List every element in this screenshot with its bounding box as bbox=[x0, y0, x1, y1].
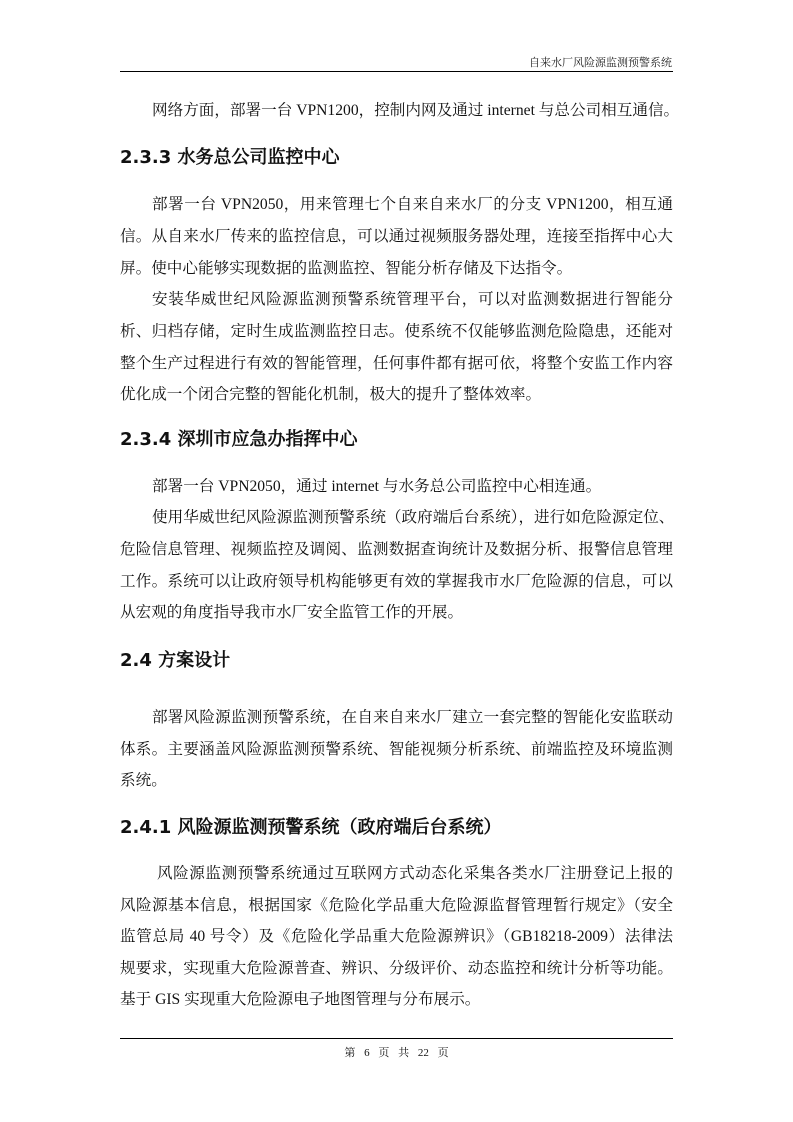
paragraph-line: 部署一台 VPN2050，通过 internet 与水务总公司监控中心相连通。 bbox=[152, 478, 602, 495]
paragraph-line: 优化成一个闭合完整的智能化机制，极大的提升了整体效率。 bbox=[120, 386, 542, 403]
header-title: 自来水厂风险源监测预警系统 bbox=[529, 57, 672, 69]
paragraph-line: 风险源监测预警系统通过互联网方式动态化采集各类水厂注册登记上报的 bbox=[157, 865, 673, 882]
paragraph-line: 规要求，实现重大危险源普查、辨识、分级评价、动态监控和统计分析等功能。 bbox=[120, 960, 673, 977]
paragraph-line: 基于 GIS 实现重大危险源电子地图管理与分布展示。 bbox=[120, 991, 481, 1008]
paragraph-line: 系统。 bbox=[120, 772, 167, 789]
section-heading-2-4: 2.4 方案设计 bbox=[120, 650, 231, 671]
paragraph-line: 危险信息管理、视频监控及调阅、监测数据查询统计及数据分析、报警信息管理 bbox=[120, 541, 673, 558]
paragraph-line: 安装华威世纪风险源监测预警系统管理平台，可以对监测数据进行智能分 bbox=[152, 291, 673, 308]
paragraph-line: 工作。系统可以让政府领导机构能够更有效的掌握我市水厂危险源的信息，可以 bbox=[120, 573, 673, 590]
paragraph-line: 部署风险源监测预警系统，在自来自来水厂建立一套完整的智能化安监联动 bbox=[152, 709, 673, 726]
section-heading-2-3-4: 2.3.4 深圳市应急办指挥中心 bbox=[120, 429, 358, 450]
paragraph-line: 体系。主要涵盖风险源监测预警系统、智能视频分析系统、前端监控及环境监测 bbox=[120, 741, 673, 758]
paragraph-line: 屏。使中心能够实现数据的监测监控、智能分析存储及下达指令。 bbox=[120, 260, 573, 277]
paragraph-line: 部署一台 VPN2050，用来管理七个自来自来水厂的分支 VPN1200，相互通 bbox=[152, 196, 673, 213]
paragraph-line: 析、归档存储，定时生成监测监控日志。使系统不仅能够监测危险隐患，还能对 bbox=[120, 323, 673, 340]
paragraph-line: 监管总局 40 号令）及《危险化学品重大危险源辨识》（GB18218-2009）法律法 bbox=[120, 928, 673, 945]
footer-rule bbox=[120, 1038, 673, 1039]
paragraph-line: 网络方面，部署一台 VPN1200，控制内网及通过 internet 与总公司相互通信。 bbox=[152, 102, 680, 119]
header-rule bbox=[120, 71, 673, 72]
section-heading-2-3-3: 2.3.3 水务总公司监控中心 bbox=[120, 147, 340, 168]
section-heading-2-4-1: 2.4.1 风险源监测预警系统（政府端后台系统） bbox=[120, 817, 502, 838]
paragraph-line: 从宏观的角度指导我市水厂安全监管工作的开展。 bbox=[120, 604, 464, 621]
page-number: 第 6 页 共 22 页 bbox=[344, 1047, 449, 1059]
paragraph-line: 整个生产过程进行有效的智能管理，任何事件都有据可依，将整个安监工作内容 bbox=[120, 355, 673, 372]
paragraph-line: 信。从自来水厂传来的监控信息，可以通过视频服务器处理，连接至指挥中心大 bbox=[120, 228, 673, 245]
paragraph-line: 风险源基本信息，根据国家《危险化学品重大危险源监督管理暂行规定》（安全 bbox=[120, 897, 673, 914]
paragraph-line: 使用华威世纪风险源监测预警系统（政府端后台系统），进行如危险源定位、 bbox=[152, 509, 675, 526]
